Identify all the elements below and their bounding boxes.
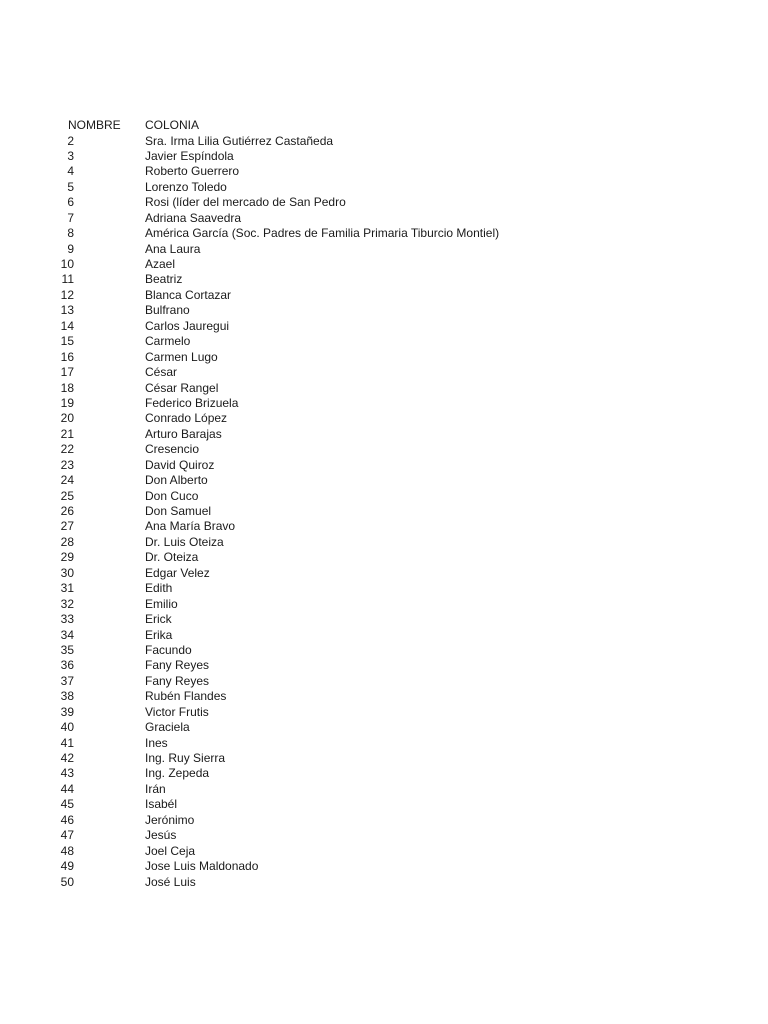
row-name: Isabél [145, 797, 178, 812]
row-name: Sra. Irma Lilia Gutiérrez Castañeda [145, 133, 334, 148]
column-header-colonia: COLONIA [145, 118, 200, 132]
row-number: 45 [60, 797, 74, 812]
row-number: 19 [60, 395, 74, 410]
table-row [0, 736, 700, 751]
row-name: Don Alberto [145, 473, 208, 488]
row-number: 18 [60, 380, 74, 395]
row-number: 5 [67, 179, 74, 194]
table-row [0, 566, 700, 581]
row-name: Edgar Velez [145, 565, 210, 580]
table-row [0, 272, 700, 287]
table-row [0, 489, 700, 504]
table-row [0, 875, 700, 890]
table-row [0, 226, 700, 241]
row-number: 8 [67, 226, 74, 241]
row-number: 44 [60, 781, 74, 796]
row-number: 32 [60, 596, 74, 611]
table-row [0, 720, 700, 735]
table-row [0, 365, 700, 380]
row-name: Ana María Bravo [145, 519, 236, 534]
row-name: Conrado López [145, 411, 228, 426]
row-number: 20 [60, 411, 74, 426]
row-number: 47 [60, 828, 74, 843]
column-header-nombre: NOMBRE [68, 118, 121, 132]
row-number: 49 [60, 859, 74, 874]
row-name: Lorenzo Toledo [145, 179, 227, 194]
row-number: 35 [60, 642, 74, 657]
table-row [0, 211, 700, 226]
row-number: 9 [67, 241, 74, 256]
table-row [0, 612, 700, 627]
row-name: César [145, 365, 178, 380]
table-row [0, 550, 700, 565]
row-number: 43 [60, 766, 74, 781]
row-number: 11 [61, 272, 74, 287]
row-name: Don Samuel [145, 504, 212, 518]
row-name: Adriana Saavedra [145, 210, 242, 225]
table-row [0, 458, 700, 473]
row-number: 41 [60, 735, 74, 750]
row-name: Dr. Oteiza [145, 550, 199, 565]
table-row [0, 149, 700, 164]
table-row [0, 859, 700, 874]
table-row [0, 504, 700, 519]
row-name: Graciela [145, 720, 190, 735]
row-number: 3 [67, 148, 74, 163]
row-name: Jerónimo [145, 812, 195, 827]
row-name: Emilio [145, 596, 178, 611]
table-row [0, 643, 700, 658]
row-number: 23 [60, 457, 74, 472]
row-number: 24 [60, 473, 74, 488]
table-row [0, 828, 700, 843]
row-name: Fany Reyes [145, 673, 210, 688]
row-name: Jose Luis Maldonado [145, 859, 259, 874]
row-name: César Rangel [145, 380, 219, 395]
row-number: 27 [60, 519, 74, 534]
row-name: Federico Brizuela [145, 395, 239, 410]
row-name: Joel Ceja [145, 843, 196, 858]
row-name: Cresencio [145, 442, 200, 457]
row-number: 26 [60, 504, 74, 518]
row-number: 30 [60, 565, 74, 580]
table-row [0, 257, 700, 272]
row-name: Victor Frutis [145, 704, 209, 719]
row-number: 40 [60, 720, 74, 735]
row-name: David Quiroz [145, 457, 215, 472]
table-row [0, 844, 700, 859]
row-number: 4 [67, 164, 74, 179]
row-number: 25 [60, 488, 74, 503]
row-name: Jesús [145, 828, 177, 843]
row-name: Facundo [145, 642, 192, 657]
row-name: Ines [145, 735, 168, 750]
row-name: José Luis [145, 874, 196, 889]
table-row [0, 134, 700, 149]
row-number: 10 [60, 257, 74, 271]
row-number: 37 [60, 673, 74, 688]
row-name: Javier Espíndola [145, 148, 234, 163]
row-number: 42 [60, 751, 74, 765]
row-number: 50 [60, 874, 74, 889]
row-name: Dr. Luis Oteiza [145, 534, 224, 549]
row-number: 38 [60, 689, 74, 704]
row-number: 29 [60, 550, 74, 565]
table-row [0, 766, 700, 781]
row-name: Carmelo [145, 334, 191, 349]
table-row [0, 519, 700, 534]
row-number: 6 [67, 195, 74, 210]
table-row [0, 658, 700, 673]
row-name: Rubén Flandes [145, 689, 227, 704]
row-name: Rosi (líder del mercado de San Pedro [145, 195, 346, 210]
table-row [0, 535, 700, 550]
table-row [0, 689, 700, 704]
row-name: Erika [145, 627, 173, 642]
table-row [0, 334, 700, 349]
table-row [0, 164, 700, 179]
row-name: Erick [145, 612, 172, 627]
table-row [0, 597, 700, 612]
row-name: Arturo Barajas [145, 426, 222, 441]
row-number: 13 [60, 303, 74, 318]
table-row [0, 288, 700, 303]
row-name: Azael [145, 257, 176, 271]
table-row [0, 350, 700, 365]
row-number: 39 [60, 704, 74, 719]
table-row [0, 427, 700, 442]
row-name: Beatriz [145, 272, 183, 287]
table-row [0, 751, 700, 766]
row-number: 16 [60, 349, 74, 364]
row-name: Blanca Cortazar [145, 287, 232, 302]
table-row [0, 473, 700, 488]
row-number: 28 [60, 534, 74, 549]
row-number: 48 [60, 843, 74, 858]
row-name: Bulfrano [145, 303, 190, 318]
table-row [0, 396, 700, 411]
row-number: 31 [60, 581, 74, 596]
row-name: Ing. Zepeda [145, 766, 210, 781]
table-row [0, 242, 700, 257]
row-name: América García (Soc. Padres de Familia Primaria Tiburcio Montiel) [145, 226, 500, 241]
row-number: 12 [60, 287, 74, 302]
row-name: Don Cuco [145, 488, 199, 503]
row-name: Ana Laura [145, 241, 201, 256]
data-rows [0, 134, 700, 890]
table-row [0, 581, 700, 596]
table-row [0, 782, 700, 797]
row-number: 22 [60, 442, 74, 457]
table-row [0, 195, 700, 210]
row-name: Edith [145, 581, 173, 596]
table-row [0, 303, 700, 318]
row-number: 17 [60, 365, 74, 380]
table-row [0, 442, 700, 457]
row-number: 7 [67, 210, 74, 225]
row-number: 34 [60, 627, 74, 642]
table-row [0, 180, 700, 195]
row-number: 21 [60, 426, 74, 441]
row-name: Roberto Guerrero [145, 164, 240, 179]
table-row [0, 813, 700, 828]
table-row [0, 411, 700, 426]
row-number: 33 [60, 612, 74, 627]
row-name: Carlos Jauregui [145, 318, 230, 333]
row-number: 15 [60, 334, 74, 349]
row-name: Ing. Ruy Sierra [145, 751, 226, 765]
row-name: Carmen Lugo [145, 349, 218, 364]
table-row [0, 705, 700, 720]
row-number: 2 [67, 133, 74, 148]
row-name: Irán [145, 781, 166, 796]
table-row [0, 381, 700, 396]
row-number: 36 [60, 658, 74, 673]
row-number: 46 [60, 812, 74, 827]
table-row [0, 628, 700, 643]
table-row [0, 797, 700, 812]
header-row [0, 118, 700, 134]
table-row [0, 319, 700, 334]
row-name: Fany Reyes [145, 658, 210, 673]
row-number: 14 [60, 318, 74, 333]
table-row [0, 674, 700, 689]
